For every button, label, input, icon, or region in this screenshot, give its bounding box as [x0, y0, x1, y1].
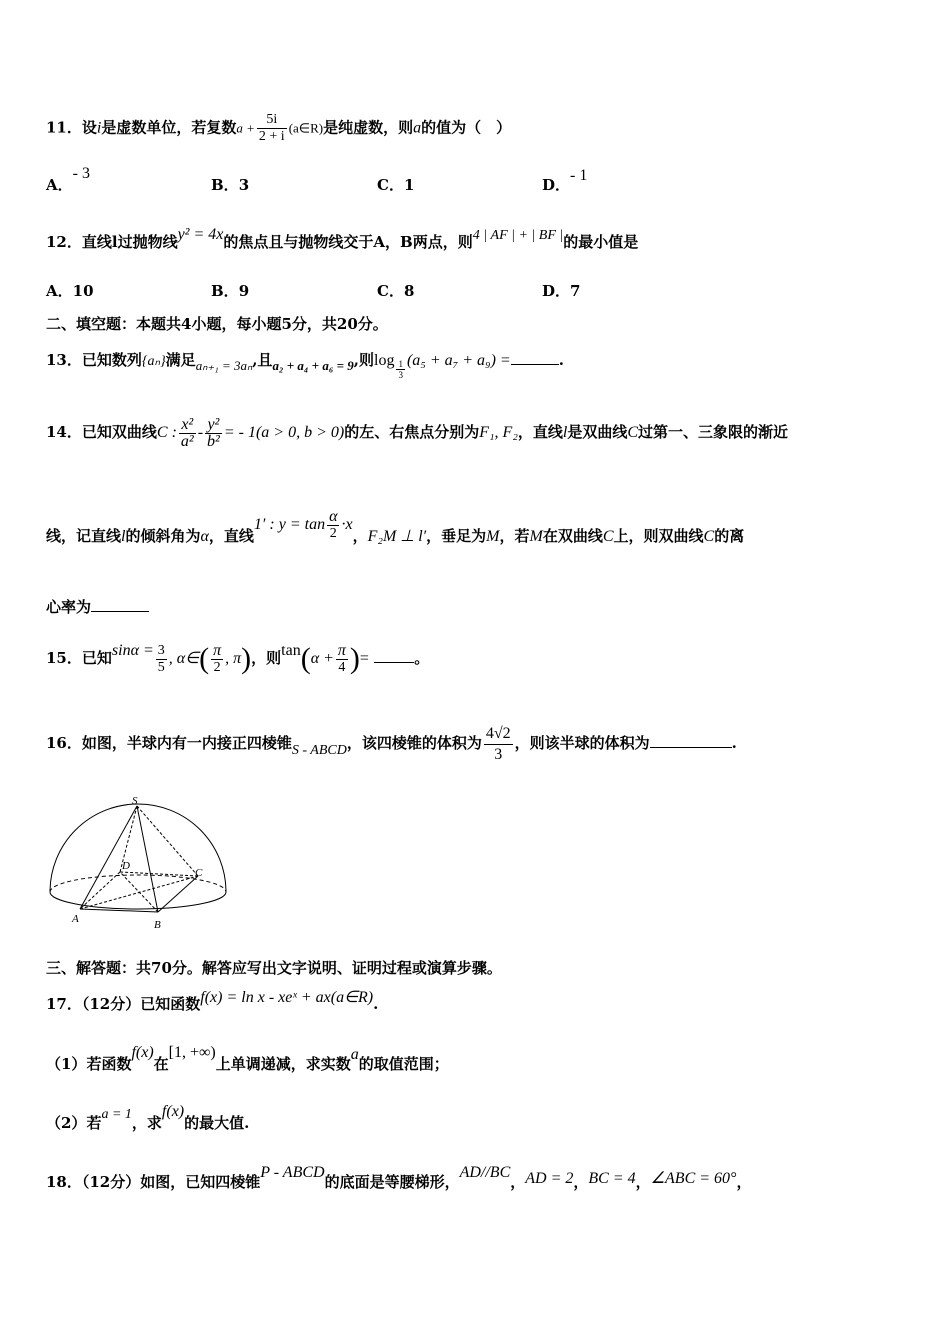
- q14-line3: 心率为: [46, 597, 149, 617]
- q18-stem: 18．（12分）如图，已知四棱锥P - ABCD的底面是等腰梯形，AD//BC，AD = 2，BC = 4，∠ABC = 60°，: [46, 1164, 752, 1191]
- q11-option-b[interactable]: B．3: [211, 176, 250, 194]
- q18-number: 18．: [46, 1173, 82, 1191]
- q11-option-a[interactable]: A．- 3: [46, 165, 90, 194]
- q12-option-c[interactable]: C．8: [377, 282, 415, 300]
- q13-answer-blank[interactable]: [511, 364, 559, 365]
- label-a: A: [72, 913, 79, 925]
- base-circle-front: [50, 892, 226, 909]
- q16-number: 16．: [46, 734, 82, 752]
- q14-stem: 14．已知双曲线C : $\frac{\text{x²}}{\text{a²}}$ - $\frac{\text{y²}}{\text{b²}}$ = - 1(a > 0, b > 0)的左、右焦点分别为F₁, F₂，直线l是双曲线C过第一、三象限的渐近: [46, 415, 789, 450]
- q15-frac-three-fifths: $\frac{3}{5}$: [157, 642, 165, 675]
- q15-frac-pi-half: $\frac{\pi}{2}$: [213, 641, 222, 675]
- edge-sc: [137, 806, 198, 876]
- q12-option-b[interactable]: B．9: [211, 282, 250, 300]
- q12-option-a[interactable]: A．10: [46, 282, 94, 300]
- edge-sb: [137, 806, 158, 912]
- q11-stem: 11．设i是虚数单位，若复数a + $\frac{5i}{2 + i}$ (a∈R)是纯虚数，则a的值为（ ）: [46, 112, 512, 144]
- edge-sa: [80, 806, 137, 909]
- q17-stem: 17．（12分）已知函数f(x) = ln x - xeˣ + ax(a∈R).: [46, 989, 379, 1013]
- q14-line2: 线，记直线l的倾斜角为α，直线1′ : y = tan $\frac{\alpha}{2}$ ·x，F₂M ⊥ l′，垂足为M，若M在双曲线C上，则双曲线C的离: [46, 507, 745, 545]
- q16-answer-blank[interactable]: [650, 747, 732, 748]
- q11-number: 11．: [46, 118, 82, 137]
- q12-stem: 12．直线l过抛物线y² = 4x的焦点且与抛物线交于A，B两点，则4 | AF | + | BF |的最小值是: [46, 226, 639, 251]
- q16-stem: 16．如图，半球内有一内接正四棱锥S - ABCD，该四棱锥的体积为 $\frac{4√2}{3}$ ，则该半球的体积为 .: [46, 724, 737, 763]
- diag-bd: [120, 872, 158, 912]
- q14-half-angle: $\frac{\alpha}{2}$: [329, 507, 338, 541]
- label-c: C: [195, 867, 203, 879]
- q14-frac-x: $\frac{\text{x²}}{\text{a²}}$: [180, 415, 194, 450]
- q16-volume-fraction: $\frac{4√2}{3}$: [485, 724, 511, 763]
- label-s: S: [132, 795, 138, 807]
- q14-number: 14．: [46, 423, 82, 441]
- q17-part1: （1）若函数f(x)在[1, +∞)上单调递减，求实数a的取值范围；: [46, 1044, 449, 1073]
- q11-fraction: $\frac{5i}{2 + i}$: [258, 112, 285, 144]
- q15-stem: 15．已知sinα = $\frac{3}{5}$ , α∈( $\frac{\pi}{2}$ , π)，则tan(α + $\frac{\pi}{4}$ )= 。: [46, 641, 430, 675]
- q15-frac-pi-quarter: $\frac{\pi}{4}$: [337, 641, 346, 675]
- q17-number: 17．: [46, 995, 82, 1013]
- q17-part2: （2）若a = 1，求f(x)的最大值.: [46, 1103, 250, 1132]
- section2-title: 二、填空题：本题共4小题，每小题5分，共20分。: [46, 315, 388, 333]
- section3-title: 三、解答题：共70分。解答应写出文字说明、证明过程或演算步骤。: [46, 959, 502, 977]
- q11-option-d[interactable]: D．- 1: [542, 167, 588, 194]
- label-d: D: [122, 860, 130, 872]
- hemisphere-pyramid-figure: [40, 792, 240, 937]
- label-b: B: [154, 919, 161, 931]
- edge-ab: [80, 909, 158, 912]
- q13-log-base: $\frac{1}{3}$: [398, 358, 403, 380]
- q14-frac-y: $\frac{\text{y²}}{\text{b²}}$: [207, 415, 220, 450]
- q13-stem: 13．已知数列{aₙ}满足aₙ₊₁ = 3aₙ,且a₂ + a₄ + a₆ = 9,则log $\frac{1}{3}$ (a₅ + a₇ + a₉) = .: [46, 351, 564, 380]
- q14-answer-blank[interactable]: [91, 611, 149, 612]
- q13-number: 13．: [46, 351, 82, 369]
- q12-number: 12．: [46, 233, 82, 251]
- q11-option-c[interactable]: C．1: [377, 176, 415, 194]
- q15-number: 15．: [46, 649, 82, 667]
- q15-answer-blank[interactable]: [374, 662, 414, 663]
- q12-option-d[interactable]: D．7: [542, 282, 581, 300]
